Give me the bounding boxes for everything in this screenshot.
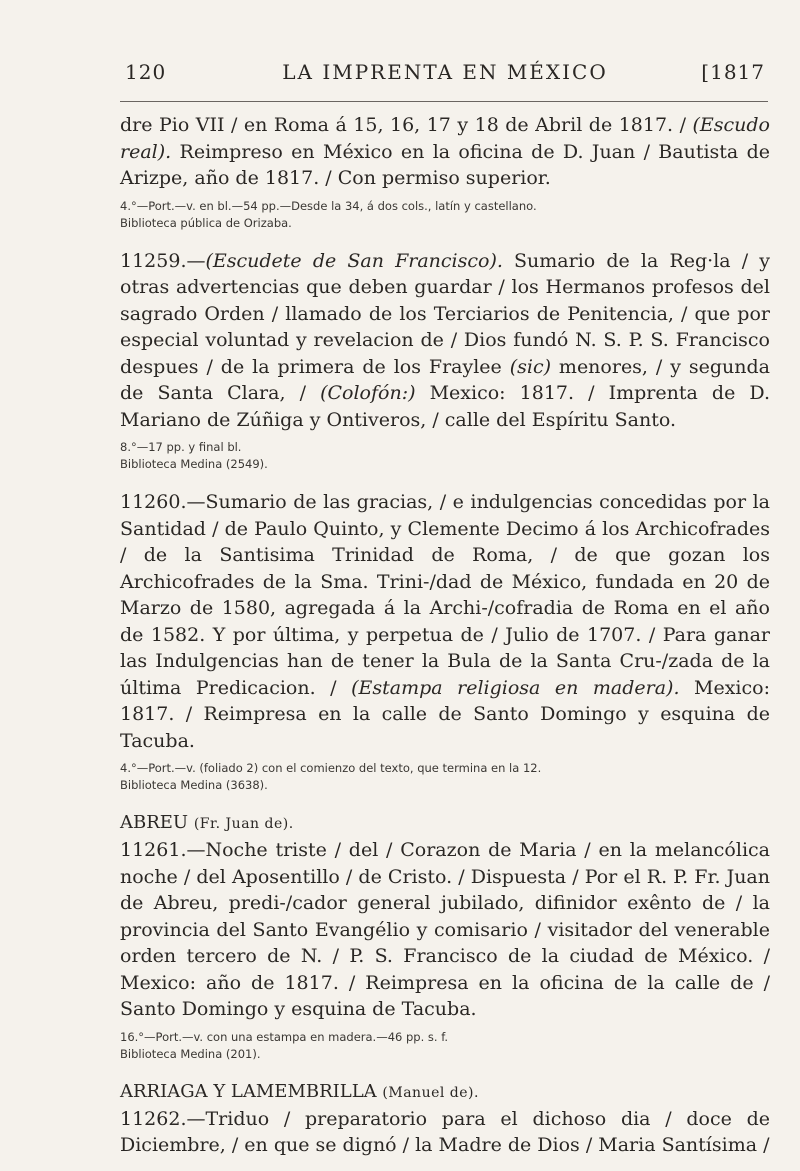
entry-11260-library: Biblioteca Medina (3638).	[120, 778, 268, 792]
entry-11259: 11259.—(Escudete de San Francisco). Sumario de la Reg·la / y otras advertencias que deben guardar / los Hermanos profesos del sagrado Orden / llamado de los Terciarios de Penitencia, / que por especial voluntad y revelacion de / Dios fundó N. S. P. S. Francisco despues / de la primera de los Fraylee (sic) menores, / y segunda de Santa Clara, / (Colofón:) Mexico: 1817. / Imprenta de D. Mariano de Zúñiga y Ontiveros, / calle del Espíritu Santo.	[120, 249, 770, 431]
entry-number: 11260.—	[120, 491, 206, 513]
page-number: 120	[125, 60, 167, 84]
entry-continuation-note: 4.°—Port.—v. en bl.—54 pp.—Desde la 34, á dos cols., latín y castellano.	[120, 198, 537, 213]
entry-continuation: dre Pio VII / en Roma á 15, 16, 17 y 18 de Abril de 1817. / (Escudo real). Reimpreso en México en la oficina de D. Juan / Bautista de Arizpe, año de 1817. / Con permiso superior.	[120, 114, 770, 189]
entry-number: 11259.—	[120, 249, 206, 272]
entry-11261-library: Biblioteca Medina (201).	[120, 1046, 261, 1061]
entry-11261: 11261.—Noche triste / del / Corazon de Maria / en la melancólica noche / del Aposentillo / de Cristo. / Dispuesta / Por el R. P. Fr. Juan de Abreu, predi-/cador general jubilado, difinidor exênto de / la provincia del Santo Evangélio y comisario / visitador del venerable orden tercero de N. / P. S. Francisco de la ciudad de México. / Mexico: año de 1817. / Reimpresa en la oficina de la calle de / Santo Domingo y esquina de Tacuba.	[120, 839, 770, 1020]
entry-11260: 11260.—Sumario de las gracias, / e indulgencias concedidas por la Santidad / de Paulo Quinto, y Clemente Decimo á los Archicofrades / de la Santisima Trinidad de Roma, / de que gozan los Archicofrades de la Sma. Trini-/dad de México, fundada en 20 de Marzo de 1580, agregada á la Archi-/cofradia de Roma en el año de 1582. Y por última, y perpetua de / Julio de 1707. / Para ganar las Indulgencias han de tener la Bula de la Santa Cru-/zada de la última Predicacion. / (Estampa religiosa en madera). Mexico: 1817. / Reimpresa en la calle de Santo Domingo y esquina de Tacuba.	[120, 491, 770, 752]
entry-number: 11261.—	[120, 839, 206, 861]
entry-continuation-library: Biblioteca pública de Orizaba.	[120, 215, 292, 230]
header-rule	[120, 101, 768, 102]
author-heading-arriaga: ARRIAGA Y LAMEMBRILLA (Manuel de).	[120, 1080, 479, 1102]
entry-11260-note: 4.°—Port.—v. (foliado 2) con el comienzo del texto, que termina en la 12.	[120, 761, 542, 775]
entry-11261-note: 16.°—Port.—v. con una estampa en madera.—46 pp. s. f.	[120, 1029, 449, 1044]
entry-11262: 11262.—Triduo / preparatorio para el dichoso dia / doce de Diciembre, / en que se dignó / la Madre de Dios / Maria Santísima /	[120, 1107, 770, 1156]
page-body	[120, 112, 770, 1159]
entry-11259-note: 8.°—17 pp. y final bl.	[120, 440, 242, 454]
running-title: LA IMPRENTA EN MÉXICO	[282, 60, 608, 84]
running-header	[125, 60, 765, 90]
entry-11259-library: Biblioteca Medina (2549).	[120, 457, 268, 471]
author-heading-abreu: ABREU (Fr. Juan de).	[120, 812, 294, 833]
entry-number: 11262.—	[120, 1107, 206, 1130]
header-year: [1817	[701, 60, 765, 84]
